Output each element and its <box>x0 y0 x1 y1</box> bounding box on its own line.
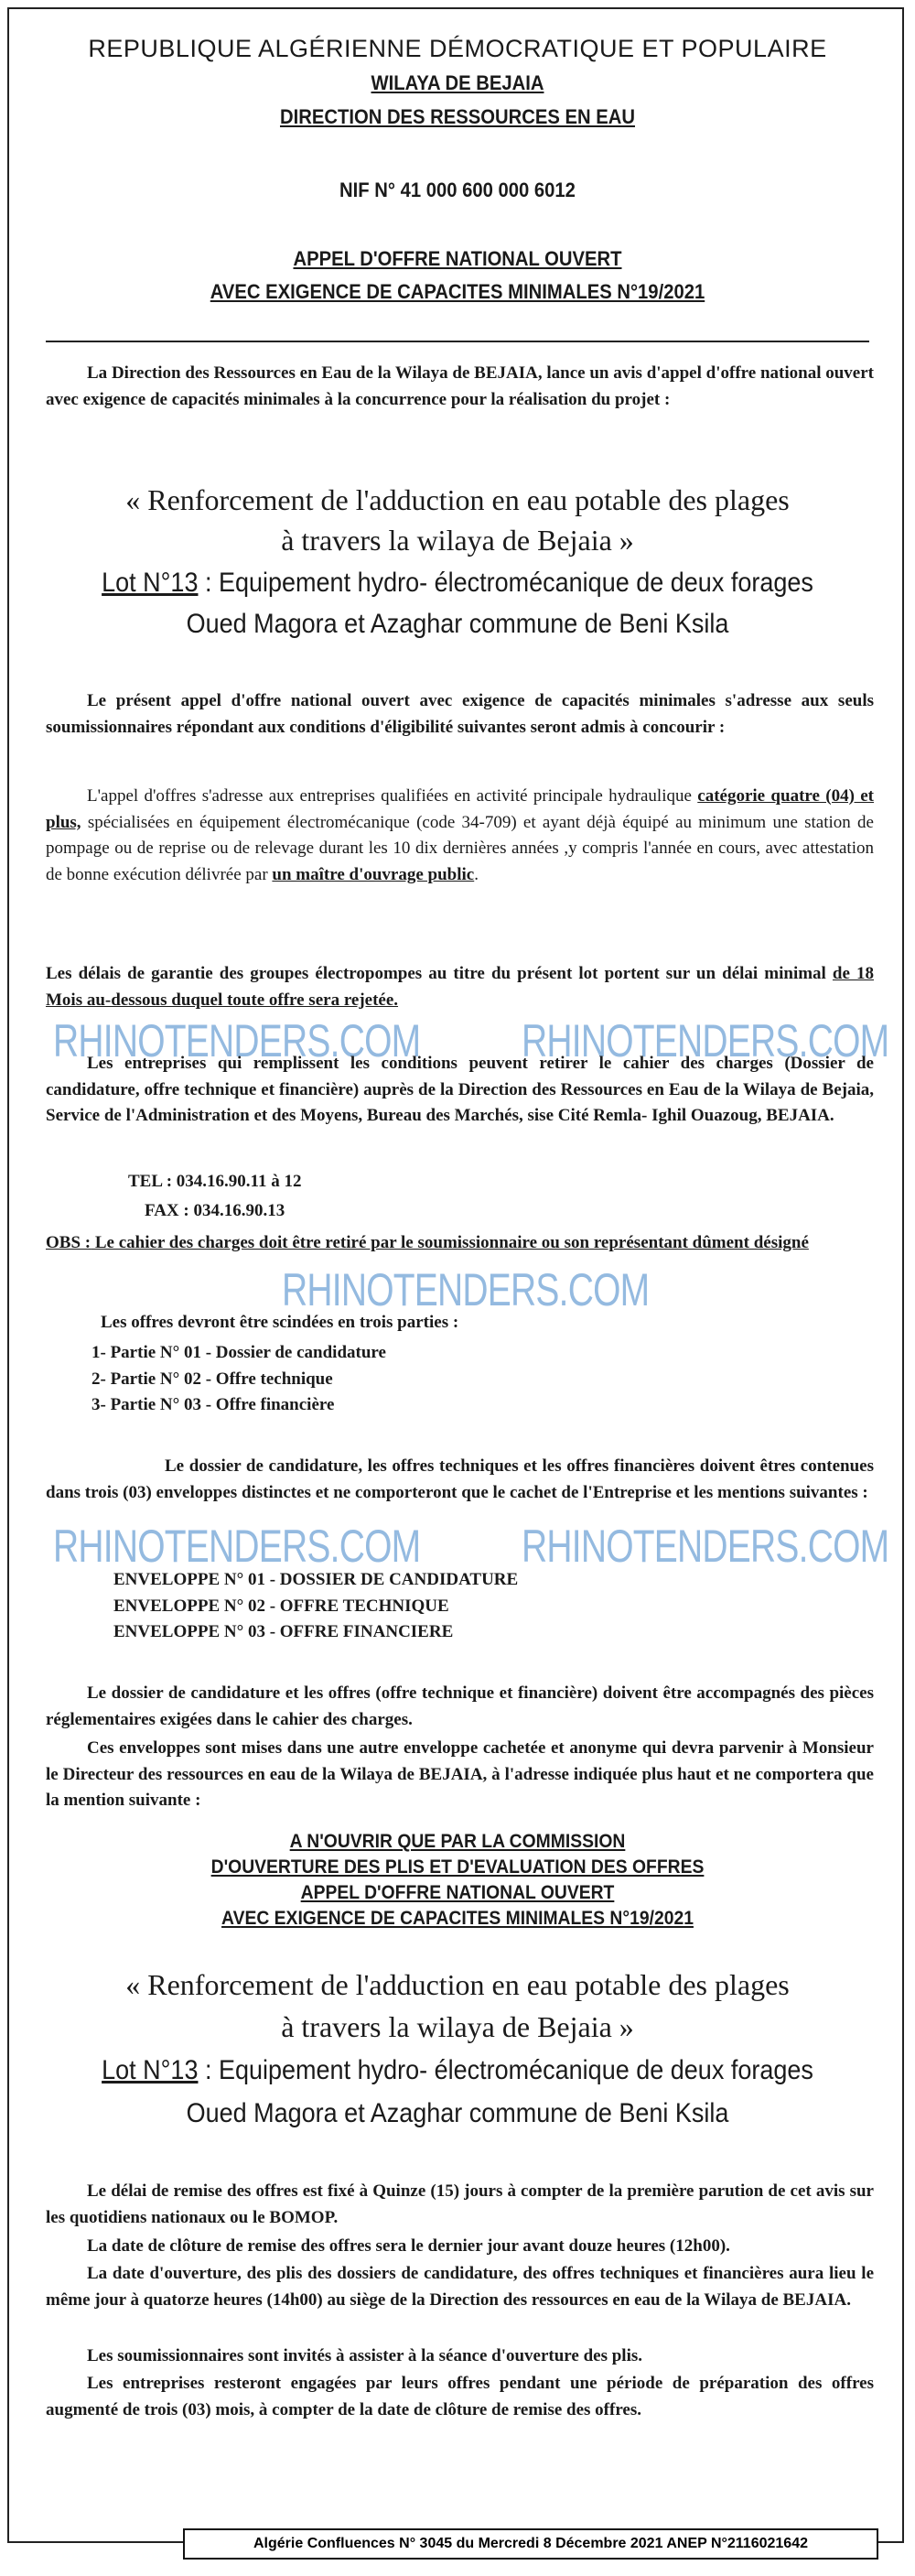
telephone: TEL : 034.16.90.11 à 12 <box>128 1172 302 1191</box>
obs-text: Le cahier des charges doit être retiré par le soumissionnaire ou son représentant dûment désigné <box>91 1233 809 1252</box>
project-title-line2: à travers la wilaya de Bejaia » <box>281 2010 634 2043</box>
qualification-text-2: spécialisées en équipement électromécanique (code 34-709) et ayant déjà équipé au minimum une station de pompage ou de reprise ou de relevage durant les 10 dix dernières années ,y compris l'année en cours, avec attestation de bonne exécution délivrée par <box>46 812 874 884</box>
publication-footer: Algérie Confluences N° 3045 du Mercredi 8 Décembre 2021 ANEP N°2116021642 <box>183 2528 878 2560</box>
list-item: ENVELOPPE N° 01 - DOSSIER DE CANDIDATURE <box>113 1570 519 1589</box>
obs-label: OBS : <box>46 1233 92 1252</box>
project-title-line2: à travers la wilaya de Bejaia » <box>281 524 634 557</box>
eligibility-paragraph: Le présent appel d'offre national ouvert avec exigence de capacités minimales s'adresse aux seuls soumissionnaires répondant aux conditions d'éligibilité suivantes seront admis à concourir : <box>46 691 874 737</box>
mention-line: AVEC EXIGENCE DE CAPACITES MINIMALES N°19/2021 <box>221 1908 694 1929</box>
guarantee-minimum: de 18 Mois au-dessous duquel toute offre sera rejetée. <box>46 964 874 1010</box>
envelopes-paragraph: Le dossier de candidature, les offres techniques et les offres financières doivent êtres contenues dans trois (03) enveloppes distinctes et ne comporteront que le cachet de l'Entreprise et les mentions suivantes : <box>46 1456 874 1502</box>
opening-date-paragraph: La date d'ouverture, des plis des dossiers de candidature, des offres techniques et financières aura lieu le même jour à quatorze heures (14h00) au siège de la Direction des ressources en eau de la Wilaya de BEJAIA. <box>46 2264 874 2310</box>
watermark: RHINOTENDERS.COM <box>522 1521 889 1572</box>
watermark: RHINOTENDERS.COM <box>282 1264 650 1315</box>
list-item: 1- Partie N° 01 - Dossier de candidature <box>92 1343 386 1362</box>
watermark: RHINOTENDERS.COM <box>522 1015 889 1066</box>
qualification-end: . <box>474 864 479 884</box>
invitation-paragraph: Les soumissionnaires sont invités à assister à la séance d'ouverture des plis. <box>87 2346 642 2365</box>
republic-heading: REPUBLIQUE ALGÉRIENNE DÉMOCRATIQUE ET POPULAIRE <box>88 35 827 62</box>
guarantee-paragraph <box>46 961 874 1013</box>
mention-line: A N'OUVRIR QUE PAR LA COMMISSION <box>289 1831 626 1852</box>
nif-number: NIF N° 41 000 600 000 6012 <box>339 179 576 201</box>
watermark: RHINOTENDERS.COM <box>53 1521 421 1572</box>
lot-location: Oued Magora et Azaghar commune de Beni Ksila <box>186 609 729 639</box>
wilaya-heading: WILAYA DE BEJAIA <box>371 71 544 94</box>
project-title-line1: « Renforcement de l'adduction en eau potable des plages <box>125 1968 790 2001</box>
maitre-ouvrage: un maître d'ouvrage public <box>272 864 475 884</box>
watermark: RHINOTENDERS.COM <box>53 1015 421 1066</box>
sealed-envelope-paragraph: Ces enveloppes sont mises dans une autre enveloppe cachetée et anonyme qui devra parvenir à Monsieur le Directeur des ressources en eau de la Wilaya de BEJAIA, à l'adresse indiquée plus haut et ne comportera que la mention suivante : <box>46 1738 874 1810</box>
list-item: ENVELOPPE N° 03 - OFFRE FINANCIERE <box>113 1622 454 1641</box>
parts-list <box>92 1340 386 1419</box>
list-item: ENVELOPPE N° 02 - OFFRE TECHNIQUE <box>113 1596 449 1616</box>
lot-number: Lot N°13 <box>102 2055 199 2085</box>
qualification-paragraph <box>46 784 874 888</box>
intro-paragraph: La Direction des Ressources en Eau de la Wilaya de BEJAIA, lance un avis d'appel d'offre national ouvert avec exigence de capacités minimales à la concurrence pour la réalisation du projet : <box>46 363 874 409</box>
lot-number: Lot N°13 <box>102 568 199 598</box>
closing-date-paragraph: La date de clôture de remise des offres sera le dernier jour avant douze heures (12h00). <box>87 2236 730 2256</box>
tender-title: APPEL D'OFFRE NATIONAL OUVERT <box>293 247 622 270</box>
tender-subtitle: AVEC EXIGENCE DE CAPACITES MINIMALES N°19/2021 <box>210 280 705 303</box>
qualification-text: L'appel d'offres s'adresse aux entreprises qualifiées en activité principale hydraulique <box>87 786 698 806</box>
category-requirement: catégorie quatre (04) et plus, <box>46 786 874 832</box>
project-title-line1: « Renforcement de l'adduction en eau potable des plages <box>125 483 790 516</box>
lot-line <box>46 2055 869 2086</box>
parts-intro: Les offres devront être scindées en trois parties : <box>101 1313 459 1332</box>
mention-line: APPEL D'OFFRE NATIONAL OUVERT <box>300 1882 615 1903</box>
validity-paragraph: Les entreprises resteront engagées par leurs offres pendant une période de préparation des offres augmenté de trois (03) mois, à compter de la date de clôture de remise des offres. <box>46 2374 874 2419</box>
lot-location: Oued Magora et Azaghar commune de Beni Ksila <box>186 2098 729 2128</box>
deadline-paragraph: Le délai de remise des offres est fixé à Quinze (15) jours à compter de la première parution de cet avis sur les quotidiens nationaux ou le BOMOP. <box>46 2181 874 2227</box>
list-item: 3- Partie N° 03 - Offre financière <box>92 1395 335 1414</box>
direction-heading: DIRECTION DES RESSOURCES EN EAU <box>279 105 635 128</box>
list-item: 2- Partie N° 02 - Offre technique <box>92 1369 333 1389</box>
mention-line: D'OUVERTURE DES PLIS ET D'EVALUATION DES OFFRES <box>210 1856 705 1878</box>
guarantee-text: Les délais de garantie des groupes électropompes au titre du présent lot portent sur un délai minimal <box>46 964 833 983</box>
lot-line <box>46 568 869 599</box>
header-divider <box>46 341 869 342</box>
lot-description: : Equipement hydro- électromécanique de deux forages <box>198 2055 813 2085</box>
fax: FAX : 034.16.90.13 <box>145 1201 285 1220</box>
lot-description: : Equipement hydro- électromécanique de deux forages <box>198 568 813 598</box>
retrieval-paragraph: Les entreprises qui remplissent les conditions peuvent retirer le cahier des charges (Dossier de candidature, offre technique et financière) auprès de la Direction des Ressources en Eau de la Wilaya de Bejaia, Service de l'Administration et des Moyens, Bureau des Marchés, sise Cité Remla- Ighil Ouazoug, BEJAIA. <box>46 1054 874 1125</box>
obs-note <box>46 1230 874 1257</box>
documents-paragraph: Le dossier de candidature et les offres (offre technique et financière) doivent être accompagnés des pièces réglementaires exigées dans le cahier des charges. <box>46 1683 874 1729</box>
envelopes-list <box>113 1567 518 1646</box>
